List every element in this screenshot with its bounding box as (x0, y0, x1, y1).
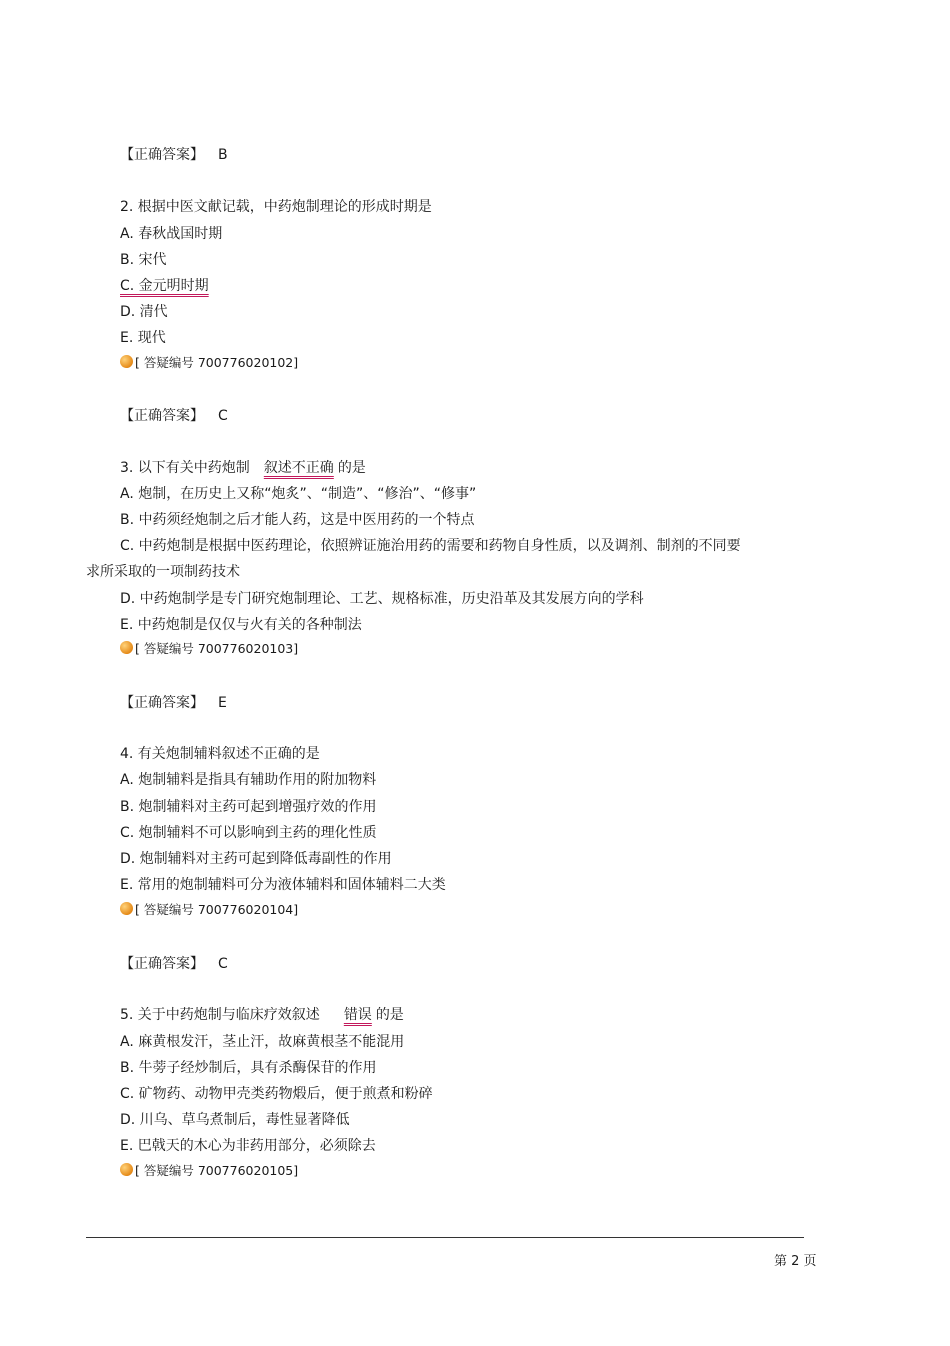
answer-label: 【正确答案】 (120, 956, 204, 972)
q4-dayi-text: [ 答疑编号 700776020104] (135, 902, 299, 917)
q3-option-c-cont: 求所采取的一项制药技术 (86, 564, 240, 580)
question-mark-icon (120, 902, 133, 915)
answer-value: C (218, 408, 228, 424)
q3-dayi-text: [ 答疑编号 700776020103] (135, 641, 299, 656)
q5-dayi-link[interactable] (120, 1162, 298, 1180)
q2-option-c-text: C. 金元明时期 (120, 278, 209, 294)
q3-option-a: A. 炮制，在历史上又称“炮炙”、“制造”、“修治”、“修事” (120, 486, 477, 502)
q2-option-d: D. 清代 (120, 304, 168, 320)
answer-label: 【正确答案】 (120, 147, 204, 163)
q5-option-d: D. 川乌、草乌煮制后，毒性显著降低 (120, 1112, 350, 1128)
q4-option-d: D. 炮制辅料对主药可起到降低毒副性的作用 (120, 851, 392, 867)
q3-option-b: B. 中药须经炮制之后才能人药，这是中医用药的一个特点 (120, 512, 475, 528)
q5-stem-a: 5. 关于中药炮制与临床疗效叙述 (120, 1007, 320, 1023)
q5-option-b: B. 牛蒡子经炒制后，具有杀酶保苷的作用 (120, 1060, 377, 1076)
q5-option-c: C. 矿物药、动物甲壳类药物煅后，便于煎煮和粉碎 (120, 1086, 433, 1102)
question-4-stem: 4. 有关炮制辅料叙述不正确的是 (120, 746, 320, 762)
q3-stem-a: 3. 以下有关中药炮制 (120, 460, 250, 476)
q5-stem-underlined: 错误 (343, 1007, 372, 1023)
q2-option-e: E. 现代 (120, 330, 166, 346)
q2-dayi-link[interactable] (120, 354, 298, 372)
q4-option-e: E. 常用的炮制辅料可分为液体辅料和固体辅料二大类 (120, 877, 446, 893)
question-5-stem (120, 1006, 404, 1024)
footer-divider (86, 1237, 804, 1238)
q3-dayi-link[interactable] (120, 640, 298, 658)
q5-stem-b: 的是 (375, 1007, 404, 1023)
q4-dayi-link[interactable] (120, 901, 298, 919)
answer-value: C (218, 956, 228, 972)
answer-label: 【正确答案】 (120, 695, 204, 711)
question-mark-icon (120, 355, 133, 368)
q2-option-b: B. 宋代 (120, 252, 167, 268)
page-number: 第 2 页 (774, 1254, 817, 1269)
answer-line (120, 407, 228, 425)
question-mark-icon (120, 1163, 133, 1176)
q2-option-c (120, 277, 209, 295)
q4-option-c: C. 炮制辅料不可以影响到主药的理化性质 (120, 825, 377, 841)
answer-value: B (218, 147, 228, 163)
answer-line (120, 146, 228, 164)
q3-option-e: E. 中药炮制是仅仅与火有关的各种制法 (120, 617, 362, 633)
answer-line (120, 694, 227, 712)
q5-option-a: A. 麻黄根发汗，茎止汗，故麻黄根茎不能混用 (120, 1034, 405, 1050)
q3-stem-b: 的是 (337, 460, 366, 476)
q3-option-d: D. 中药炮制学是专门研究炮制理论、工艺、规格标准，历史沿革及其发展方向的学科 (120, 591, 644, 607)
q3-stem-underlined: 叙述不正确 (263, 460, 334, 476)
question-3-stem (120, 459, 366, 477)
q3-option-c: C. 中药炮制是根据中医药理论，依照辨证施治用药的需要和药物自身性质，以及调剂、制剂的不同要 (120, 538, 741, 554)
answer-label: 【正确答案】 (120, 408, 204, 424)
q5-option-e: E. 巴戟天的木心为非药用部分，必须除去 (120, 1138, 376, 1154)
q5-dayi-text: [ 答疑编号 700776020105] (135, 1163, 299, 1178)
q4-option-a: A. 炮制辅料是指具有辅助作用的附加物料 (120, 772, 377, 788)
answer-line (120, 955, 228, 973)
q2-option-a: A. 春秋战国时期 (120, 226, 223, 242)
q2-dayi-text: [ 答疑编号 700776020102] (135, 355, 299, 370)
question-2-stem: 2. 根据中医文献记载，中药炮制理论的形成时期是 (120, 199, 432, 215)
q4-option-b: B. 炮制辅料对主药可起到增强疗效的作用 (120, 799, 377, 815)
question-mark-icon (120, 641, 133, 654)
answer-value: E (218, 695, 227, 711)
